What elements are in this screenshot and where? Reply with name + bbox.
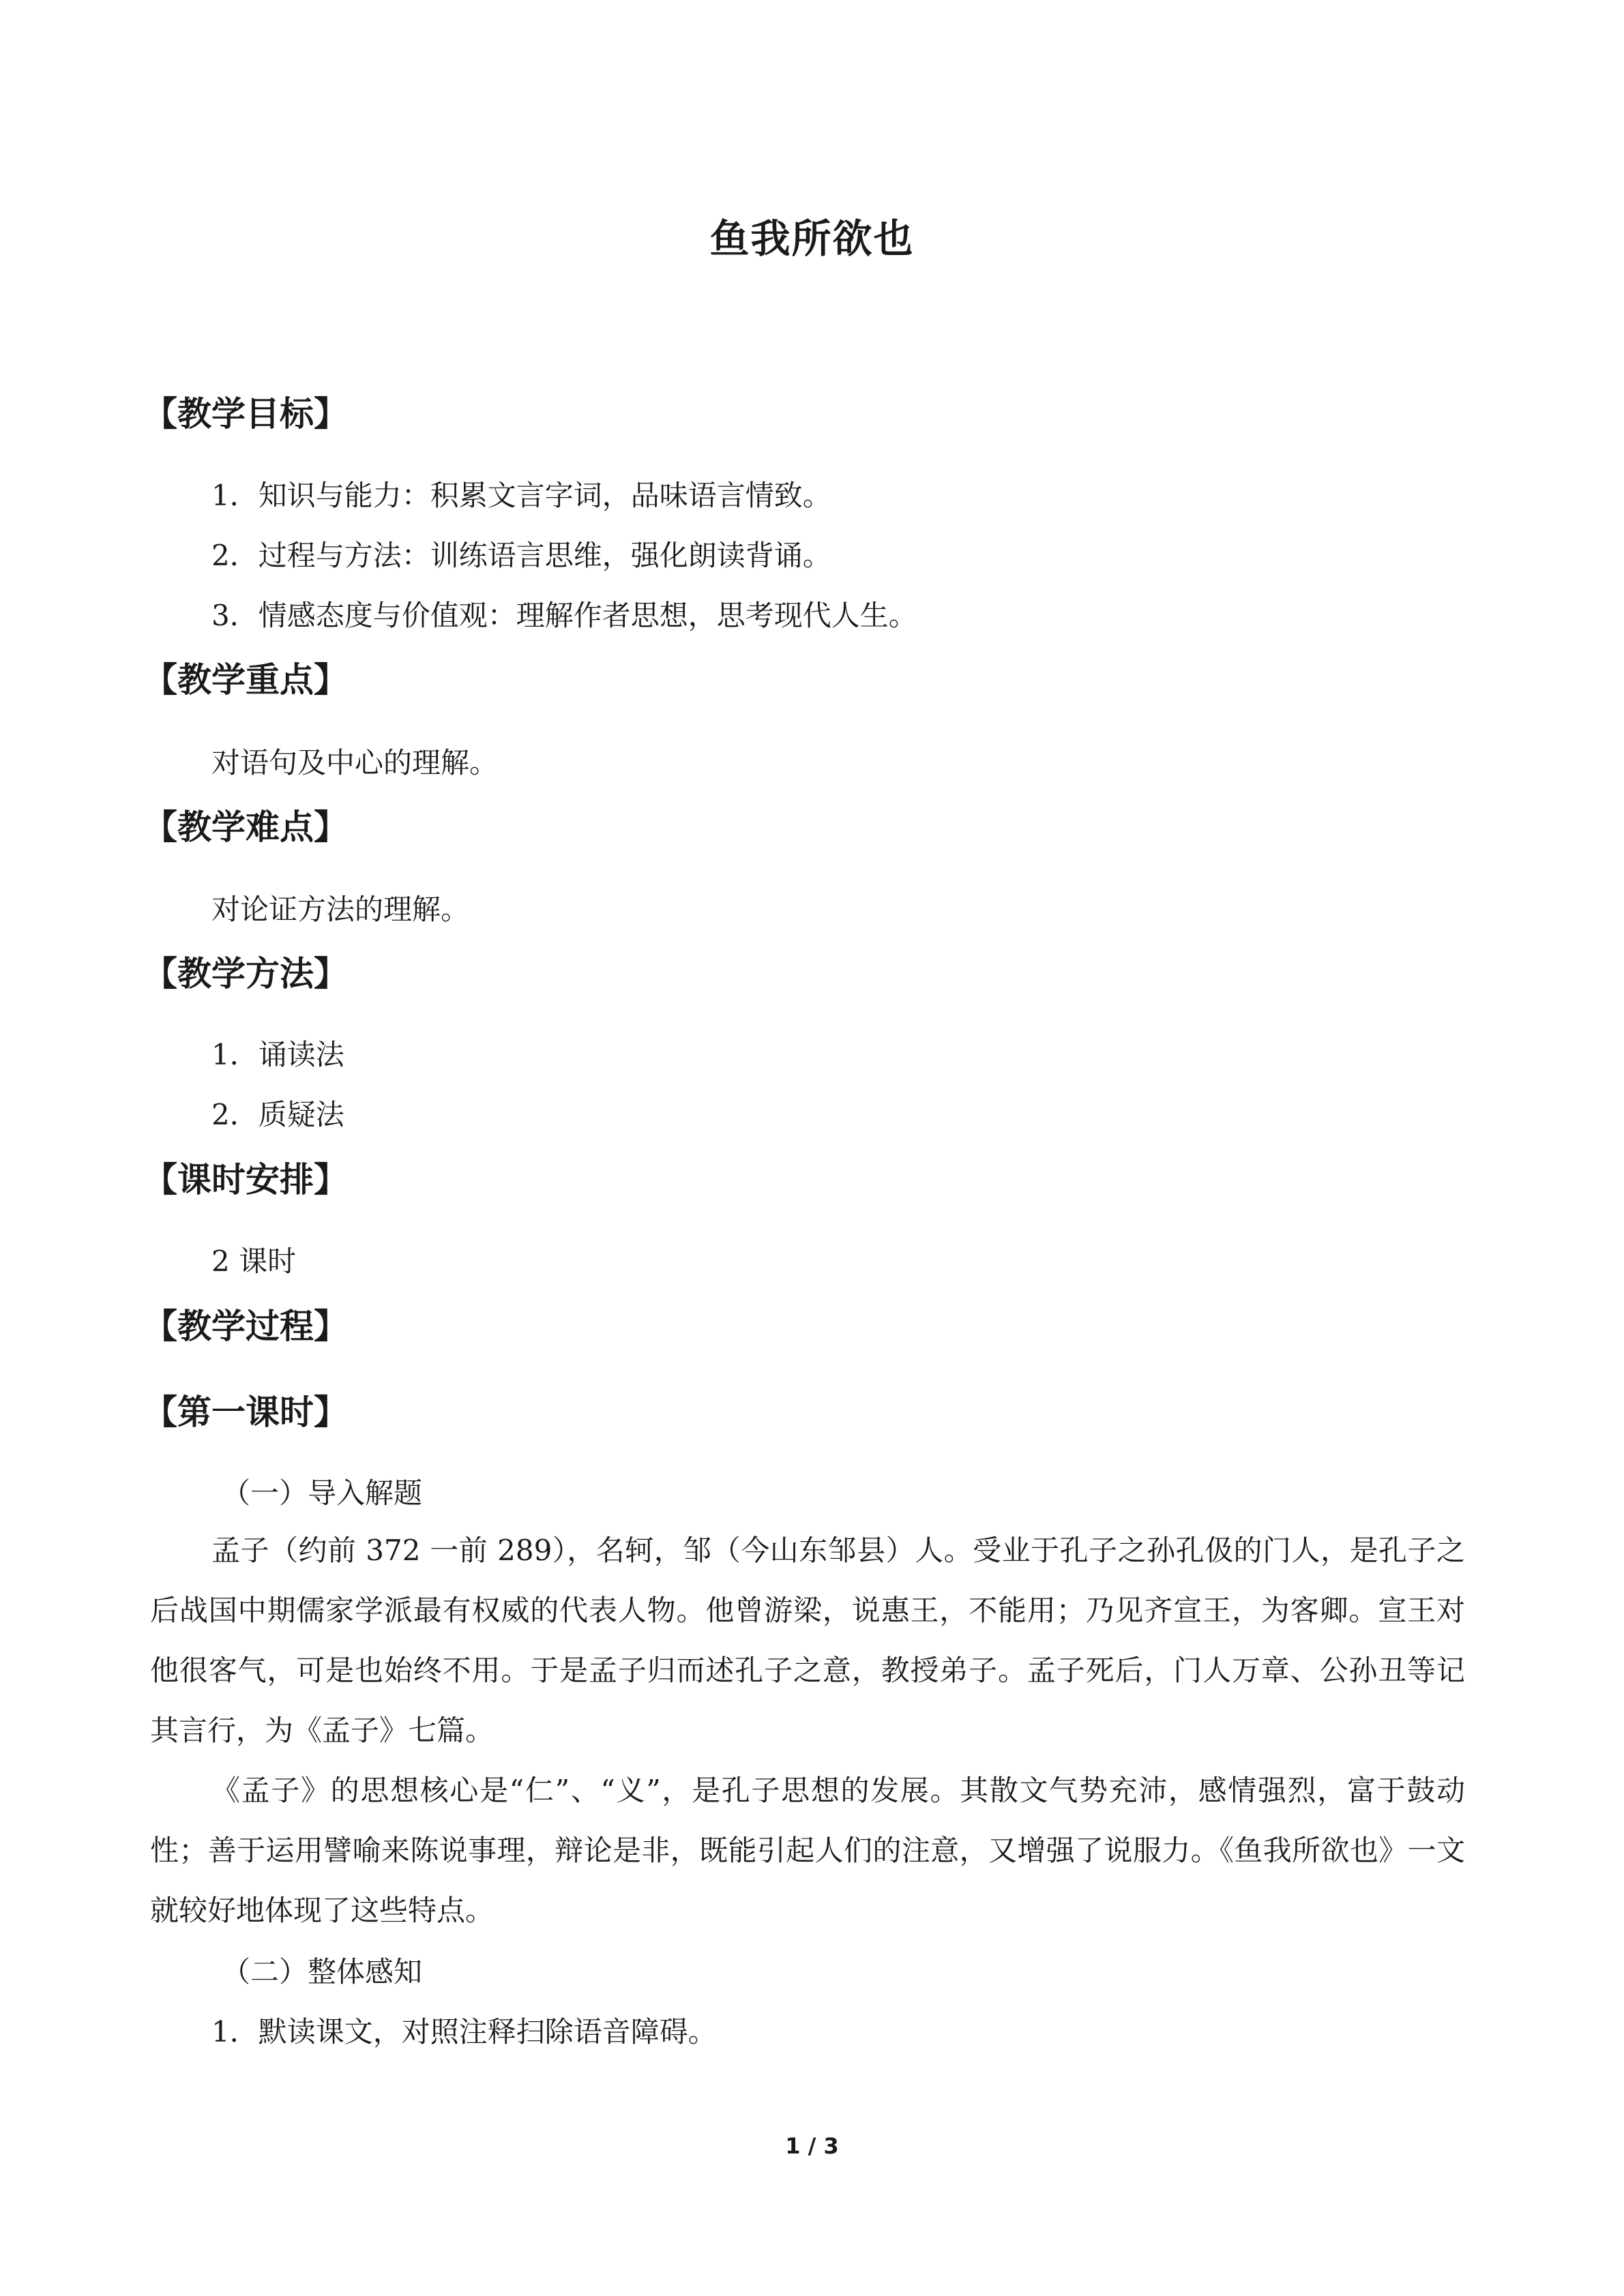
page-number: 1 / 3 [785, 2133, 839, 2159]
goal-item-2: 2．过程与方法：训练语言思维，强化朗读背诵。 [211, 539, 831, 572]
paragraph-mencius-thought: 《孟子》的思想核心是“仁”、“义”，是孔子思想的发展。其散文气势充沛，感情强烈，富于鼓动性；善于运用譬喻来陈说事理，辩论是非，既能引起人们的注意，又增强了说服力。《鱼我所欲也》一文就较好地体现了这些特点。 [150, 1774, 1465, 1927]
heading-first-lesson: 【第一课时】 [143, 1392, 348, 1432]
heading-key-points: 【教学重点】 [143, 660, 348, 700]
heading-teaching-goals: 【教学目标】 [143, 394, 348, 434]
heading-schedule: 【课时安排】 [143, 1160, 348, 1199]
page-title: 鱼我所欲也 [709, 215, 915, 262]
heading-teaching-process: 【教学过程】 [143, 1307, 348, 1346]
method-item-2: 2．质疑法 [211, 1098, 344, 1131]
overview-step-1: 1．默读课文，对照注释扫除语音障碍。 [211, 2015, 717, 2048]
key-point-text: 对语句及中心的理解。 [211, 746, 499, 779]
heading-difficulties: 【教学难点】 [143, 807, 348, 847]
method-item-1: 1．诵读法 [211, 1038, 344, 1071]
section-title-overview: （二）整体感知 [222, 1955, 423, 1988]
goal-item-3: 3．情感态度与价值观：理解作者思想，思考现代人生。 [211, 599, 917, 632]
difficulty-text: 对论证方法的理解。 [211, 893, 470, 926]
schedule-text: 2 课时 [211, 1244, 297, 1278]
paragraph-mencius-bio: 孟子（约前 372 一前 289），名轲，邹（今山东邹县）人。受业于孔子之孙孔伋的门人，是孔子之后战国中期儒家学派最有权威的代表人物。他曾游梁，说惠王，不能用；乃见齐宣王，为客卿。宣王对他很客气，可是也始终不用。于是孟子归而述孔子之意，教授弟子。孟子死后，门人万章、公孙丑等记其言行，为《孟子》七篇。 [150, 1534, 1465, 1747]
heading-teaching-methods: 【教学方法】 [143, 954, 348, 994]
goal-item-1: 1．知识与能力：积累文言字词，品味语言情致。 [211, 479, 831, 512]
section-title-intro: （一）导入解题 [222, 1476, 423, 1510]
